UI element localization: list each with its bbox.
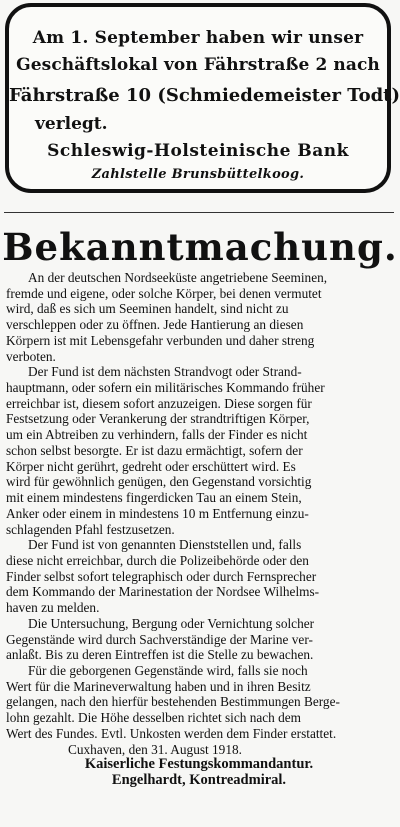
body-line: anlaßt. Bis zu deren Eintreffen ist die Stelle zu bewachen. bbox=[6, 647, 314, 663]
body-line: Wert für die Marineverwaltung haben und in ihren Besitz bbox=[6, 678, 311, 694]
place-date: Cuxhaven, den 31. August 1918. bbox=[68, 741, 242, 757]
body-line: Der Fund ist von genannten Dienststellen und, falls bbox=[28, 537, 302, 553]
signature-authority: Kaiserliche Festungskommandantur. bbox=[84, 757, 314, 773]
body-line: Der Fund ist dem nächsten Strandvogt oder Strand- bbox=[28, 364, 302, 380]
bank-name: Schleswig-Holsteinische Bank bbox=[47, 141, 349, 161]
body-line: Körpern ist mit Lebensgefahr verbunden und daher streng bbox=[6, 332, 315, 348]
body-line: diese nicht erreichbar, durch die Polizeibehörde oder den bbox=[6, 552, 309, 568]
body-line: verboten. bbox=[6, 348, 56, 364]
body-line: lohn gezahlt. Die Höhe desselben richtet sich nach dem bbox=[6, 710, 302, 726]
body-line: um ein Abtreiben zu verhindern, falls der Finder es nicht bbox=[6, 427, 308, 443]
bank-relocation-notice bbox=[5, 3, 400, 193]
notice-line-4: verlegt. bbox=[35, 114, 108, 134]
body-line: hauptmann, oder sofern ein militärisches Kommando früher bbox=[6, 380, 325, 396]
body-line: dem Kommando der Marinestation der Nordsee Wilhelms- bbox=[6, 584, 320, 600]
announcement-body bbox=[6, 270, 392, 789]
announcement-heading: Bekanntmachung. bbox=[2, 225, 398, 269]
body-line: haven zu melden. bbox=[6, 600, 100, 616]
body-line: fremde und eigene, oder solche Körper, bei denen vermutet bbox=[6, 285, 322, 301]
notice-line-2: Geschäftslokal von Fährstraße 2 nach bbox=[16, 55, 380, 75]
body-line: wird für gewöhnlich genügen, den Gegenstand vorsichtig bbox=[6, 474, 312, 490]
body-line: Körper nicht gerührt, gedreht oder erschüttert wird. Es bbox=[6, 458, 296, 474]
body-line: erreichbar ist, diesem sofort anzuzeigen. Diese sorgen für bbox=[6, 395, 312, 411]
body-line: wird, daß es sich um Seeminen handelt, sind nicht zu bbox=[6, 301, 289, 317]
body-line: Finder selbst sofort telegraphisch oder durch Fernsprecher bbox=[6, 568, 317, 584]
body-line: Festsetzung oder Verankerung der strandtriftigen Körper, bbox=[6, 411, 310, 427]
body-line: gelangen, nach den hierfür bestehenden Bestimmungen Berge- bbox=[6, 694, 340, 710]
body-line: schlagenden Pfahl festzusetzen. bbox=[6, 521, 175, 537]
body-line: An der deutschen Nordseeküste angetriebene Seeminen, bbox=[28, 270, 328, 285]
body-line: Für die geborgenen Gegenstände wird, falls sie noch bbox=[28, 662, 308, 678]
body-line: Die Untersuchung, Bergung oder Vernichtung solcher bbox=[28, 615, 315, 631]
body-line: Gegenstände wird durch Sachverständige der Marine ver- bbox=[6, 631, 313, 647]
notice-line-1: Am 1. September haben wir unser bbox=[32, 28, 364, 48]
body-line: mit einem mindestens fingerdicken Tau an einem Stein, bbox=[6, 490, 302, 506]
signature-name: Engelhardt, Kontreadmiral. bbox=[111, 773, 287, 788]
bank-branch: Zahlstelle Brunsbüttelkoog. bbox=[91, 167, 305, 182]
body-line: verschleppen oder zu öffnen. Jede Hantierung an diesen bbox=[6, 317, 304, 333]
notice-line-3: Fährstraße 10 (Schmiedemeister Todt) bbox=[9, 85, 400, 106]
divider-rule bbox=[4, 212, 394, 213]
body-line: Wert des Fundes. Evtl. Unkosten werden dem Finder erstattet. bbox=[6, 725, 337, 741]
body-line: Anker oder einem in mindestens 10 m Entfernung einzu- bbox=[6, 505, 309, 521]
body-line: schon selbst besorgte. Er ist dazu ermächtigt, sofern der bbox=[6, 442, 303, 458]
